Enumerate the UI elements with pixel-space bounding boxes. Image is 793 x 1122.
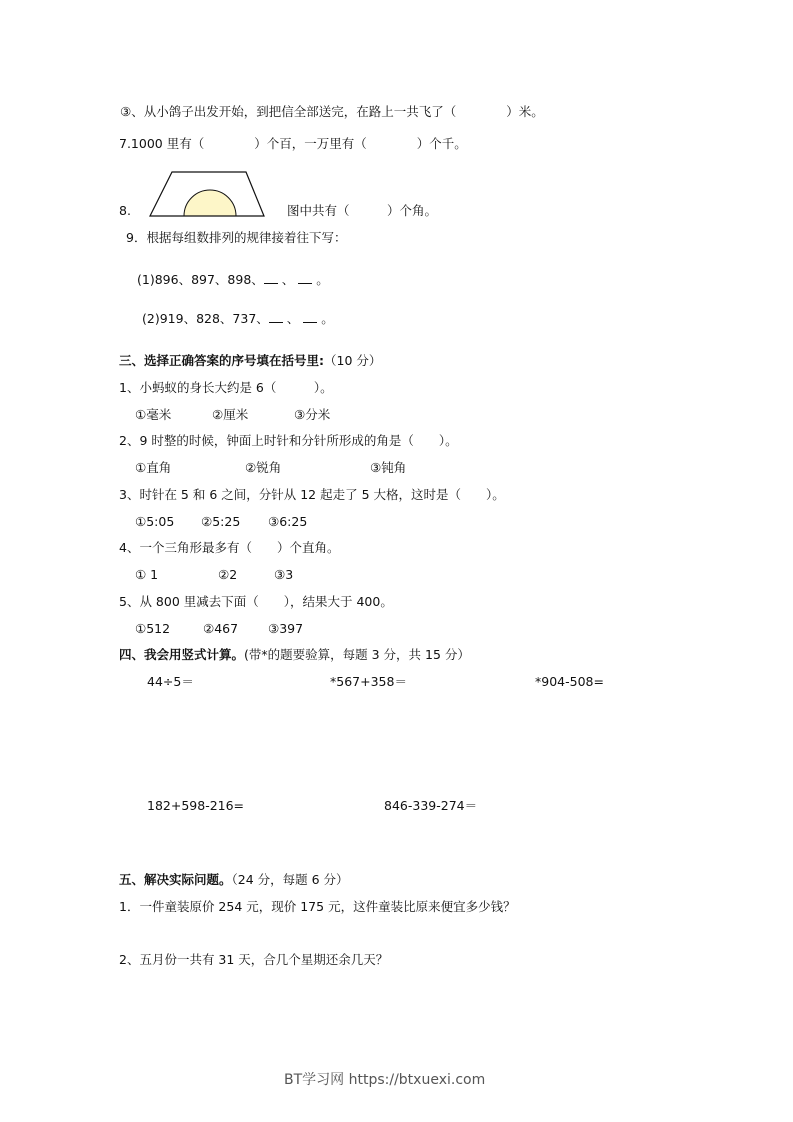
footer-watermark: BT学习网 https://btxuexi.com	[284, 1072, 486, 1088]
choice-option[interactable]: ③钝角	[370, 460, 407, 475]
choice-option[interactable]: ①5:05	[135, 514, 175, 529]
answer-blank[interactable]	[264, 271, 278, 284]
calc-problem: 44÷5＝	[147, 674, 194, 689]
choice-question: 3、时针在 5 和 6 之间，分针从 12 起走了 5 大格，这时是（ ）。	[119, 487, 505, 502]
section-4-note: (带*的题要验算，每题 3 分，共 15 分）	[244, 647, 470, 662]
answer-blank[interactable]	[298, 271, 312, 284]
question-9: 9．根据每组数排列的规律接着往下写：	[126, 230, 347, 245]
choice-option[interactable]: ②锐角	[245, 460, 282, 475]
calc-problem: *904-508=	[535, 674, 604, 689]
choice-option[interactable]: ③6:25	[268, 514, 308, 529]
answer-blank[interactable]	[303, 310, 317, 323]
choice-option[interactable]: ②厘米	[212, 407, 249, 422]
question-7: 7.1000 里有（ ）个百，一万里有（ ）个千。	[119, 136, 467, 151]
q9-1-separator: 、	[281, 272, 295, 287]
section-4-title: 四、我会用竖式计算。	[119, 647, 245, 662]
q9-2-prefix: (2)919、828、737、	[142, 311, 269, 326]
q9-2-end: 。	[321, 311, 334, 326]
section-5-title: 五、解决实际问题。	[119, 872, 232, 887]
calc-problem: *567+358＝	[330, 674, 407, 689]
choice-option[interactable]: ① 1	[135, 567, 159, 582]
question-8-number: 8.	[119, 203, 131, 218]
question-3-line: ③、从小鸽子出发开始，到把信全部送完，在路上一共飞了（ ）米。	[120, 104, 544, 119]
section-4-heading	[119, 647, 470, 663]
trapezoid-semicircle-figure	[148, 170, 270, 218]
choice-option[interactable]: ③3	[274, 567, 294, 582]
q9-1-prefix: (1)896、897、898、	[137, 272, 264, 287]
question-8-text: 图中共有（ ）个角。	[287, 203, 438, 218]
calc-problem: 846-339-274＝	[384, 798, 478, 813]
choice-option[interactable]: ①毫米	[135, 407, 172, 422]
answer-blank[interactable]	[269, 310, 283, 323]
q9-1-end: 。	[316, 272, 329, 287]
choice-option[interactable]: ②2	[218, 567, 238, 582]
section-3-title: 三、选择正确答案的序号填在括号里:	[119, 353, 324, 368]
choice-option[interactable]: ①512	[135, 621, 171, 636]
section-5-score: （24 分，每题 6 分）	[231, 872, 349, 887]
choice-option[interactable]: ②5:25	[201, 514, 241, 529]
choice-question: 1、小蚂蚁的身长大约是 6（ ）。	[119, 380, 333, 395]
calc-problem: 182+598-216=	[147, 798, 245, 813]
q9-2-separator: 、	[286, 311, 300, 326]
semicircle-shape	[184, 190, 236, 216]
choice-question: 5、从 800 里减去下面（ ），结果大于 400。	[119, 594, 393, 609]
section-3-score: （10 分）	[324, 353, 382, 368]
choice-option[interactable]: ③分米	[294, 407, 331, 422]
word-problem-2: 2、五月份一共有 31 天，合几个星期还余几天？	[119, 952, 389, 967]
question-9-1	[137, 271, 329, 288]
section-5-heading	[119, 872, 349, 888]
word-problem-1: 1．一件童装原价 254 元，现价 175 元，这件童装比原来便宜多少钱？	[119, 899, 516, 914]
choice-option[interactable]: ②467	[203, 621, 239, 636]
section-3-heading	[119, 353, 381, 369]
choice-question: 4、一个三角形最多有（ ）个直角。	[119, 540, 340, 555]
choice-option[interactable]: ①直角	[135, 460, 172, 475]
question-9-2	[142, 310, 334, 327]
choice-option[interactable]: ③397	[268, 621, 304, 636]
choice-question: 2、9 时整的时候，钟面上时针和分针所形成的角是（ ）。	[119, 433, 458, 448]
